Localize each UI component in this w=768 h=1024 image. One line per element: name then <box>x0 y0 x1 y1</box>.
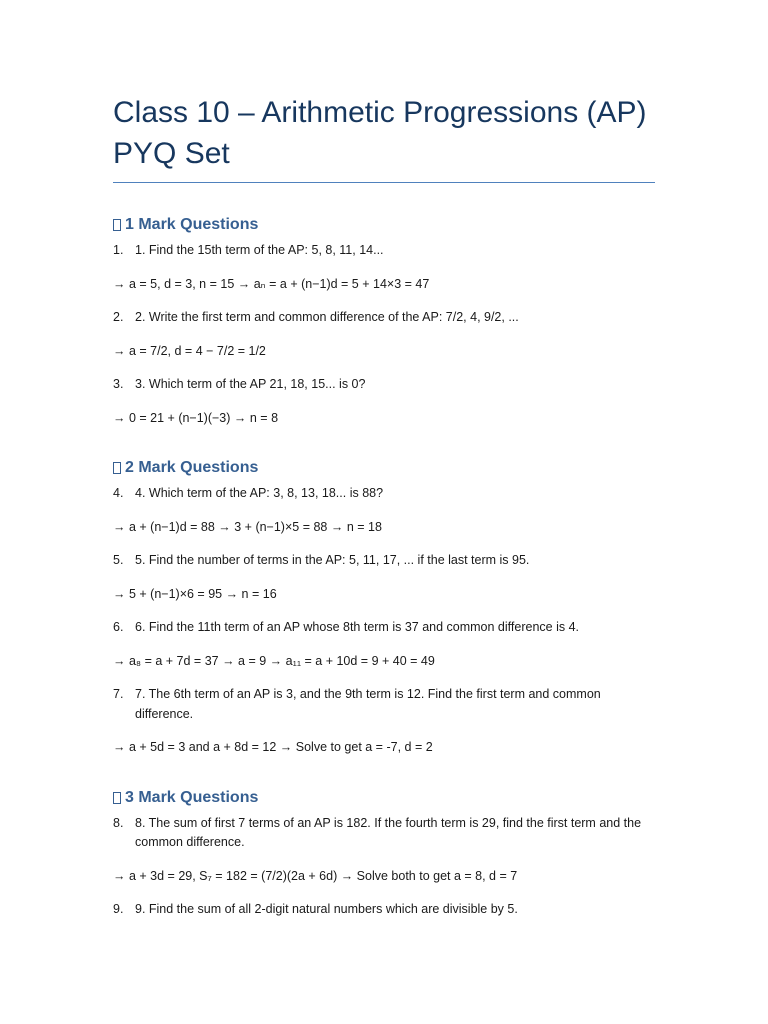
document-page <box>113 92 655 920</box>
question-number: 1. <box>113 243 124 257</box>
missing-glyph-icon <box>113 462 121 474</box>
section-heading-text: 1 Mark Questions <box>125 216 259 233</box>
question-number: 2. <box>113 310 124 324</box>
question-text: 1. Find the 15th term of the AP: 5, 8, 11, 14... <box>135 243 384 257</box>
section-heading <box>113 215 655 235</box>
section-heading-text: 3 Mark Questions <box>125 788 259 806</box>
question-item <box>113 551 655 604</box>
question-text: 8. The sum of first 7 terms of an AP is 182. If the fourth term is 29, find the first term and the common difference. <box>135 815 642 849</box>
question-text: 3. Which term of the AP 21, 18, 15... is 0? <box>135 377 366 391</box>
question-item <box>113 900 655 920</box>
answer-text: → 5 + (n−1)×6 = 95 → n = 16 <box>113 586 277 601</box>
question-text: 7. The 6th term of an AP is 3, and the 9th term is 12. Find the first term and common difference. <box>135 687 601 721</box>
question-number: 8. <box>113 815 124 830</box>
missing-glyph-icon <box>113 219 121 231</box>
answer-text: → a₈ = a + 7d = 37 → a = 9 → a₁₁ = a + 10d = 9 + 40 = 49 <box>113 653 435 668</box>
question-text: 4. Which term of the AP: 3, 8, 13, 18... is 88? <box>135 486 384 500</box>
question-item <box>113 618 655 671</box>
section-heading <box>113 788 655 808</box>
question-item <box>113 814 655 887</box>
question-number: 3. <box>113 377 124 391</box>
question-number: 4. <box>113 486 124 500</box>
question-text: 5. Find the number of terms in the AP: 5, 11, 17, ... if the last term is 95. <box>135 553 530 567</box>
answer-text: → 0 = 21 + (n−1)(−3) → n = 8 <box>113 410 279 425</box>
question-text: 9. Find the sum of all 2-digit natural numbers which are divisible by 5. <box>135 902 518 916</box>
question-item <box>113 241 655 294</box>
section-heading-text: 2 Mark Questions <box>125 459 259 476</box>
missing-glyph-icon <box>113 792 121 804</box>
section-heading <box>113 458 655 478</box>
answer-text: → a = 7/2, d = 4 − 7/2 = 1/2 <box>113 343 266 358</box>
section-1-mark <box>113 215 655 428</box>
question-text: 6. Find the 11th term of an AP whose 8th term is 37 and common difference is 4. <box>135 620 579 634</box>
question-number: 6. <box>113 620 124 634</box>
answer-text: → a + 5d = 3 and a + 8d = 12 → Solve to get a = -7, d = 2 <box>113 740 433 754</box>
page-title: Class 10 – Arithmetic Progressions (AP) PYQ Set <box>113 92 655 183</box>
question-item <box>113 375 655 428</box>
section-3-mark <box>113 788 655 920</box>
question-text: 2. Write the first term and common difference of the AP: 7/2, 4, 9/2, ... <box>135 310 519 324</box>
question-number: 9. <box>113 902 124 916</box>
question-item <box>113 685 655 758</box>
question-item <box>113 484 655 537</box>
question-item <box>113 308 655 361</box>
answer-text: → a = 5, d = 3, n = 15 → aₙ = a + (n−1)d = 5 + 14×3 = 47 <box>113 276 430 291</box>
question-number: 7. <box>113 687 124 701</box>
section-2-mark <box>113 458 655 758</box>
question-number: 5. <box>113 553 124 567</box>
answer-text: → a + (n−1)d = 88 → 3 + (n−1)×5 = 88 → n = 18 <box>113 519 382 534</box>
answer-text: → a + 3d = 29, S₇ = 182 = (7/2)(2a + 6d) → Solve both to get a = 8, d = 7 <box>113 868 518 883</box>
